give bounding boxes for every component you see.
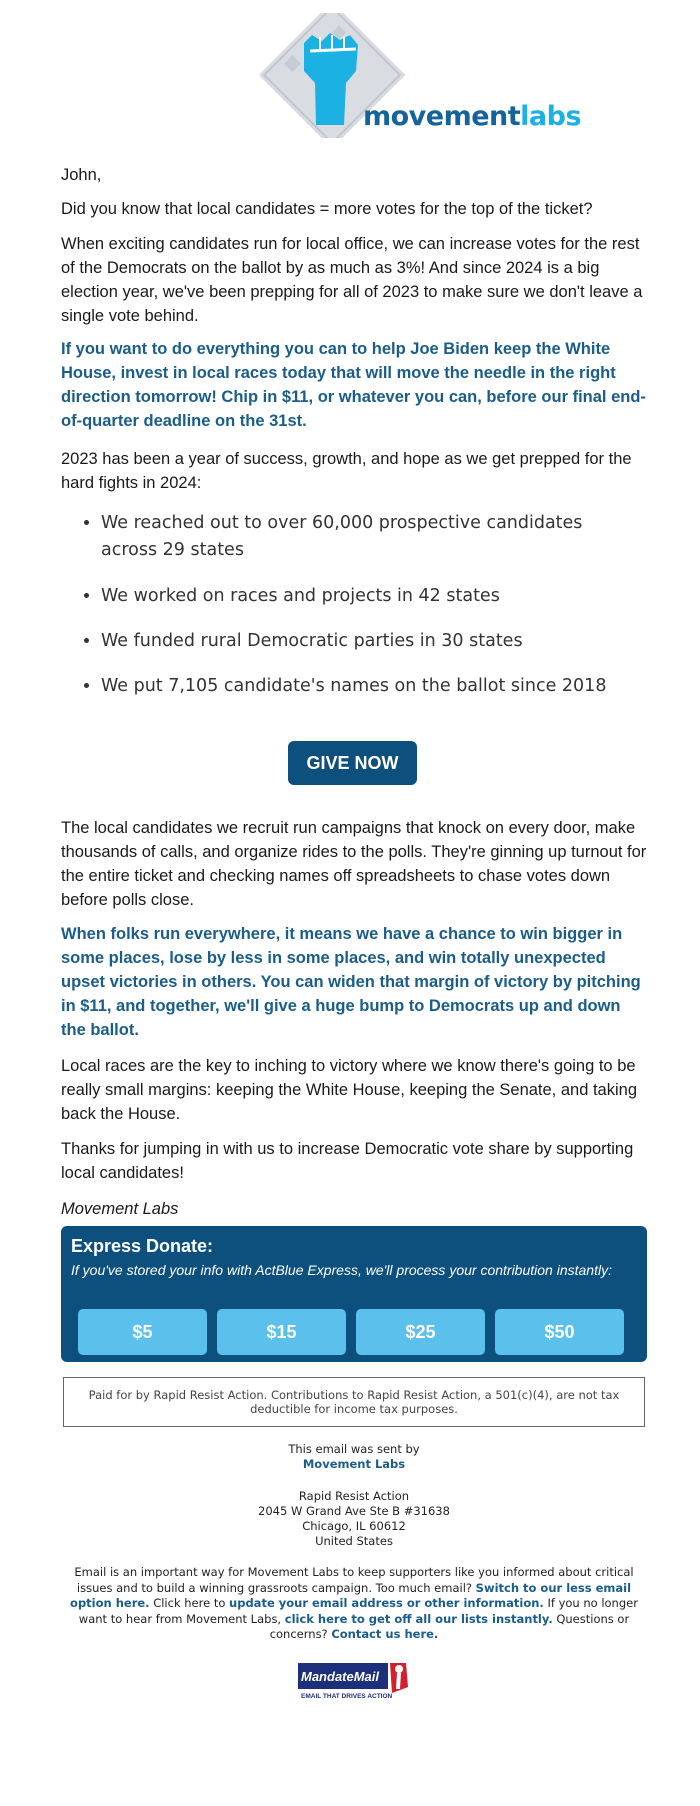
paragraph-3: 2023 has been a year of success, growth, and hope as we get prepped for the hard fights in 2024: <box>61 450 632 492</box>
paragraph-6: Thanks for jumping in with us to increase Democratic vote share by supporting local candidates! <box>61 1140 634 1182</box>
paragraph-5: Local races are the key to inching to victory where we know there's going to be really small margins: keeping the White House, keeping the Senate, and taking back the House. <box>61 1057 637 1123</box>
fine-print: Email is an important way for Movement Labs to keep supporters like you informed about critical issues and to build a winning grassroots campaign. Too much email? Switch to our less email option here. Click here to update your email address or other information. If you no longer want to hear from Movement Labs, click here to get off all our lists instantly. Questions or concerns? Contact us here. <box>70 1565 638 1641</box>
express-donate-title: Express Donate: <box>71 1236 214 1256</box>
signature: Movement Labs <box>61 1200 179 1218</box>
highlight-paragraph-1: If you want to do everything you can to help Joe Biden keep the White House, invest in local races today that will move the needle in the right direction tomorrow! Chip in $11, or whatever you can, before our final end-of-quarter deadline on the 31st. <box>61 340 646 430</box>
mandatemail-badge-icon <box>296 1659 410 1701</box>
express-donate-subtitle: If you've stored your info with ActBlue Express, we'll process your contribution instantly: <box>71 1262 612 1278</box>
list-item: • We worked on races and projects in 42 states <box>101 583 611 610</box>
highlight-paragraph-2: When folks run everywhere, it means we have a chance to win bigger in some places, lose by less in some places, and win totally unexpected upset victories in others. You can widen that margin of victory by pitching in $11, and together, we'll give a huge bump to Democrats up and down the ballot. <box>61 925 641 1039</box>
list-item: • We funded rural Democratic parties in 30 states <box>101 628 611 655</box>
unsubscribe-link[interactable]: click here to get off all our lists instantly. <box>284 1611 553 1626</box>
paragraph-2: When exciting candidates run for local office, we can increase votes for the rest of the Democrats on the ballot by as much as 3%! And since 2024 is a big election year, we've been prepping for all of 2023 to make sure we don't leave a single vote behind. <box>61 235 643 325</box>
donate-15-button[interactable]: $15 <box>217 1309 346 1355</box>
movement-labs-logo <box>260 13 582 138</box>
logo-wordmark: movementlabs <box>363 101 582 132</box>
mailing-address: Rapid Resist Action 2045 W Grand Ave Ste B #31638 Chicago, IL 60612 United States <box>258 1489 450 1548</box>
express-donate-panel <box>61 1226 647 1362</box>
list-item: • We reached out to over 60,000 prospective candidates across 29 states <box>101 510 611 564</box>
paragraph-1: Did you know that local candidates = more votes for the top of the ticket? <box>61 200 593 218</box>
donate-25-button[interactable]: $25 <box>356 1309 485 1355</box>
sender-link[interactable]: Movement Labs <box>302 1457 406 1471</box>
give-now-button[interactable]: GIVE NOW <box>288 741 417 785</box>
paragraph-4: The local candidates we recruit run campaigns that knock on every door, make thousands of calls, and organize rides to the polls. They're ginning up turnout for the entire ticket and checking names off spreadsheets to chase votes down before polls close. <box>61 819 647 909</box>
update-email-link[interactable]: update your email address or other information. <box>229 1596 544 1610</box>
sent-by: This email was sent by Movement Labs <box>288 1442 420 1471</box>
svg-text:MandateMail: MandateMail <box>301 1669 380 1684</box>
paid-for-disclaimer: Paid for by Rapid Resist Action. Contributions to Rapid Resist Action, a 501(c)(4), are not tax deductible for income tax purposes. <box>63 1377 645 1427</box>
contact-link[interactable]: Contact us here. <box>331 1627 439 1641</box>
donate-5-button[interactable]: $5 <box>78 1309 207 1355</box>
list-item: • We put 7,105 candidate's names on the ballot since 2018 <box>101 673 611 700</box>
donate-50-button[interactable]: $50 <box>495 1309 624 1355</box>
greeting: John, <box>61 166 102 184</box>
svg-text:EMAIL THAT DRIVES ACTION: EMAIL THAT DRIVES ACTION <box>301 1693 393 1700</box>
mandatemail-logo[interactable] <box>296 1659 410 1701</box>
less-email-link[interactable]: Switch to our less email option here. <box>70 1580 632 1610</box>
